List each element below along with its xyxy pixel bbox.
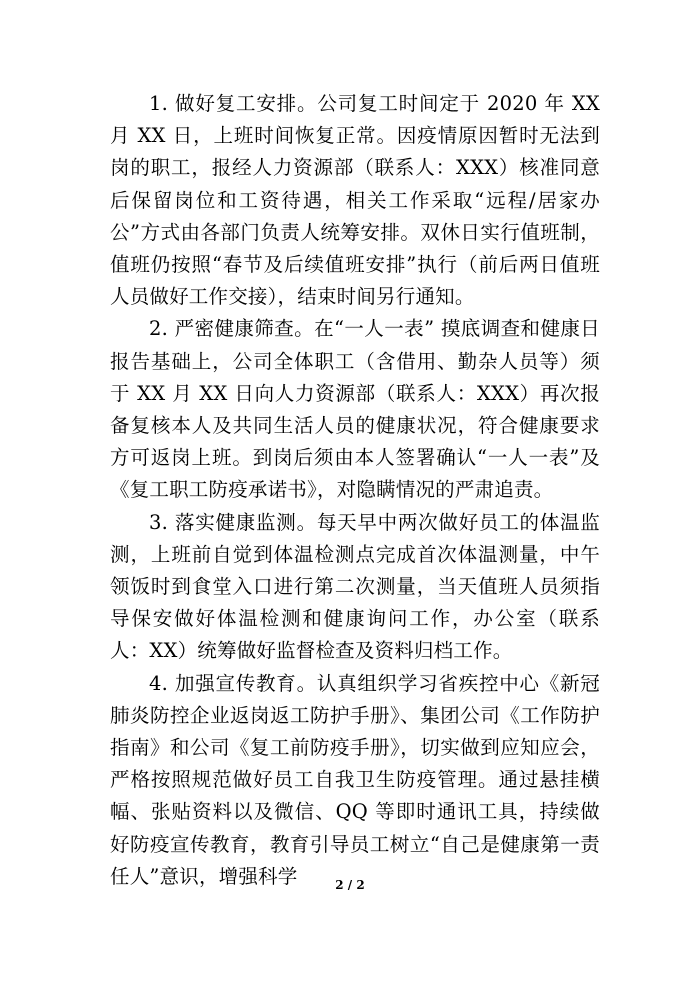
page-number: 2 / 2: [335, 878, 365, 892]
paragraph-health-screening: 2. 严密健康筛查。在“一人一表” 摸底调查和健康日报告基础上，公司全体职工（含借用、勤杂人员等）须于 XX 月 XX 日向人力资源部（联系人：XXX）再次报备复核本人及共同生活人员的健康状况，符合健康要求方可返岗上班。到岗后须由本人签署确认“一人一表”及《复工职工防疫承诺书》，对隐瞒情况的严肃追责。: [110, 317, 600, 502]
paragraph-publicity-education: 4. 加强宣传教育。认真组织学习省疾控中心《新冠肺炎防控企业返岗返工防护手册》、集团公司《工作防护指南》和公司《复工前防疫手册》，切实做到应知应会，严格按照规范做好员工自我卫生防疫管理。通过悬挂横幅、张贴资料以及微信、QQ 等即时通讯工具，持续做好防疫宣传教育，教育引导员工树立“自己是健康第一责任人”意识，增强科学: [110, 671, 600, 888]
paragraph-work-resumption: 1. 做好复工安排。公司复工时间定于 2020 年 XX 月 XX 日，上班时间恢复正常。因疫情原因暂时无法到岗的职工，报经人力资源部（联系人：XXX）核准同意后保留岗位和工资待遇，相关工作采取“远程/居家办公”方式由各部门负责人统筹安排。双休日实行值班制，值班仍按照“春节及后续值班安排”执行（前后两日值班人员做好工作交接），结束时间另行通知。: [110, 92, 600, 309]
paragraph-health-monitoring: 3. 落实健康监测。每天早中两次做好员工的体温监测，上班前自觉到体温检测点完成首次体温测量，中午领饭时到食堂入口进行第二次测量，当天值班人员须指导保安做好体温检测和健康询问工作，办公室（联系人：XX）统筹做好监督检查及资料归档工作。: [110, 510, 600, 663]
document-body: [110, 88, 600, 893]
